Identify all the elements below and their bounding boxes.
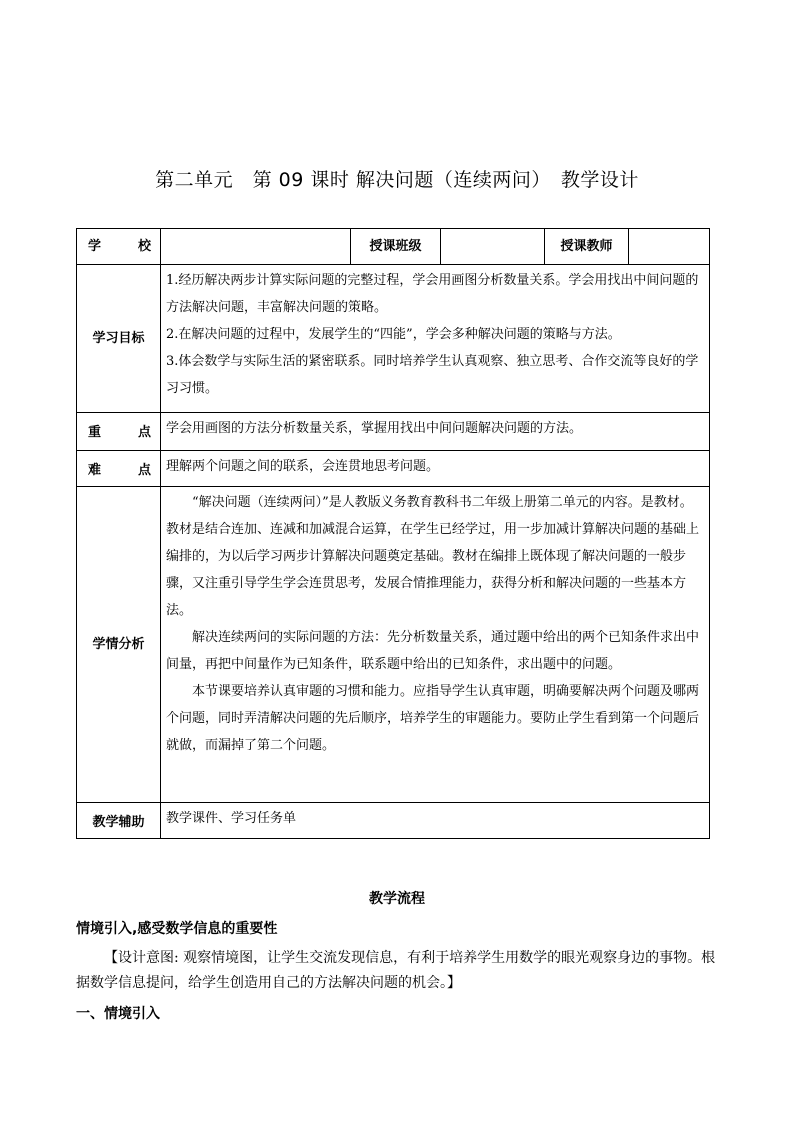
aids-label: 教学辅助	[77, 803, 161, 839]
teacher-value	[629, 229, 710, 265]
class-label: 授课班级	[351, 229, 441, 265]
lesson-info-table	[76, 228, 710, 839]
key-point-text: 学会用画图的方法分析数量关系，掌握用找出中间问题解决问题的方法。	[161, 413, 710, 451]
goal-item: 3.体会数学与实际生活的紧密联系。同时培养学生认真观察、独立思考、合作交流等良好的学习习惯。	[166, 354, 699, 396]
goal-item: 1.经历解决两步计算实际问题的完整过程，学会用画图分析数量关系。学会用找出中间问题的方法解决问题，丰富解决问题的策略。	[166, 273, 699, 315]
analysis-paragraph: “解决问题（连续两问）”是人教版义务教育教科书二年级上册第二单元的内容。是教材。教材是结合连加、连减和加减混合运算，在学生已经学过，用一步加减计算解决问题的基础上编排的，为以后学习两步计算解决问题奠定基础。教材在编排上既体现了解决问题的一般步骤，又注重引导学生学会连贯思考，发展合情推理能力，获得分析和解决问题的一些基本方法。	[166, 495, 700, 618]
teacher-label: 授课教师	[545, 229, 629, 265]
design-intent: 【设计意图: 观察情境图，让学生交流发现信息，有利于培养学生用数学的眼光观察身边的事物。根据数学信息提问，给学生创造用自己的方法解决问题的机会。】	[76, 950, 716, 991]
analysis-paragraph: 解决连续两问的实际问题的方法：先分析数量关系，通过题中给出的两个已知条件求出中间量，再把中间量作为已知条件，联系题中给出的已知条件，求出题中的问题。	[166, 630, 700, 672]
analysis-label: 学情分析	[77, 487, 161, 803]
difficulty-text: 理解两个问题之间的联系，会连贯地思考问题。	[161, 451, 710, 487]
school-value	[161, 229, 351, 265]
class-value	[441, 229, 545, 265]
difficulty-label: 难 点	[77, 451, 161, 487]
sub-heading: 一、情境引入	[76, 1006, 160, 1022]
school-label: 学 校	[77, 229, 161, 265]
aids-text: 教学课件、学习任务单	[161, 803, 710, 839]
teaching-flow-heading: 教学流程	[369, 891, 425, 907]
analysis-paragraph: 本节课要培养认真审题的习惯和能力。应指导学生认真审题，明确要解决两个问题及哪两个问题，同时弄清解决问题的先后顺序，培养学生的审题能力。要防止学生看到第一个问题后就做，而漏掉了第二个问题。	[166, 684, 700, 753]
goals-label: 学习目标	[77, 265, 161, 413]
goals-cell	[161, 265, 710, 413]
goal-item: 2.在解决问题的过程中，发展学生的“四能”，学会多种解决问题的策略与方法。	[166, 327, 621, 342]
analysis-cell	[161, 487, 710, 803]
key-point-label: 重 点	[77, 413, 161, 451]
document-title: 第二单元 第 09 课时 解决问题（连续两问） 教学设计	[155, 169, 639, 191]
section-title: 情境引入,感受数学信息的重要性	[76, 921, 278, 937]
